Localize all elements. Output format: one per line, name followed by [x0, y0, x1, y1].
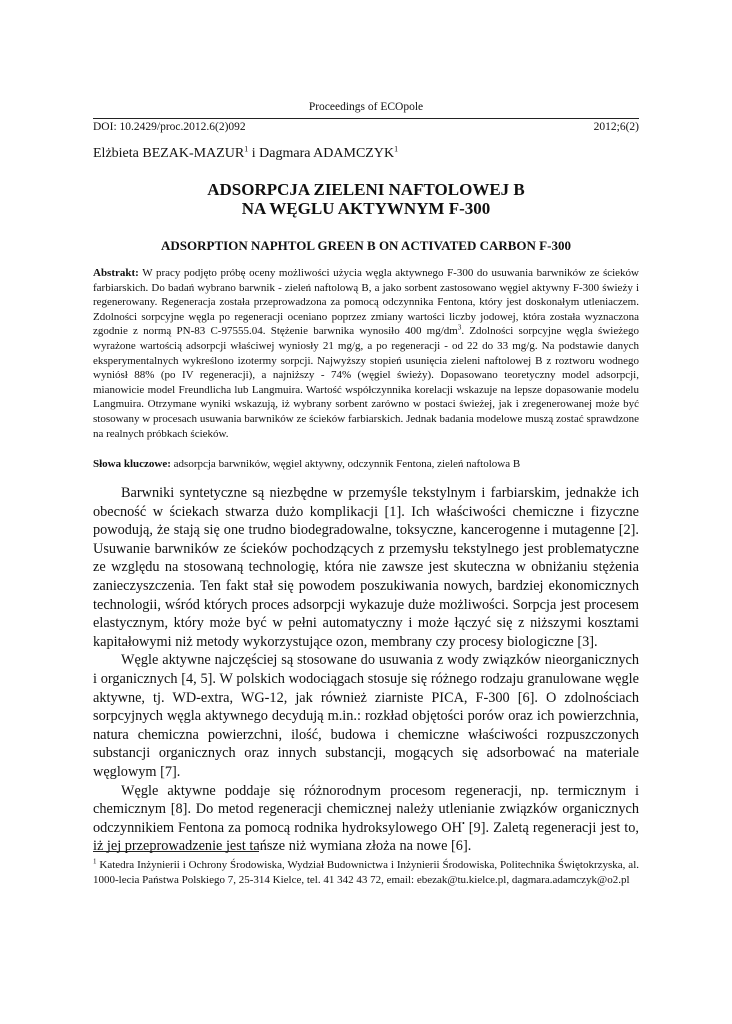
doi-line: [93, 118, 639, 133]
author-2: i Dagmara ADAMCZYK: [248, 146, 395, 161]
paragraph-2: Węgle aktywne najczęściej są stosowane do usuwania z wody związków nieorganicznych i organicznych [4, 5]. W polskich wodociągach stosuje się różnego rodzaju granulowane węgle aktywne, tj. WD-extra, WG-12, jak również ziarniste PICA, F-300 [6]. O zdolnościach sorpcyjnych węgla aktywnego decydują m.in.: rozkład objętości porów oraz ich powierzchnia, natura chemiczna powierzchni, ilość, budowa i chemiczne właściwości rozpuszczonych substancji organicznych oraz innych substancji, mogących się adsorbować na materiale węglowym [7].: [93, 652, 639, 780]
abstract-label: Abstrakt:: [93, 267, 139, 279]
abstract: [93, 266, 639, 441]
author-1: Elżbieta BEZAK-MAZUR: [93, 146, 245, 161]
doi: DOI: 10.2429/proc.2012.6(2)092: [93, 121, 246, 133]
volume-issue: 2012;6(2): [593, 121, 639, 133]
author-1-affiliation-mark: 1: [244, 144, 249, 154]
paragraph-1: Barwniki syntetyczne są niezbędne w przemyśle tekstylnym i farbiarskim, jednakże ich obecność w ściekach stwarza dużo komplikacji [1]. Ich właściwości chemiczne i fizyczne powodują, że stają się one trudno biodegradowalne, toksyczne, kancerogenne i mutagenne [2]. Usuwanie barwników ze ścieków pochodzących z przemysłu tekstylnego jest problematyczne ze względu na stosowaną technologię, która nie zawsze jest skuteczna w obniżaniu stężenia zanieczyszczenia. Ten fakt stał się powodem poszukiwania nowych, bardziej ekonomicznych technologii, wśród których proces adsorpcji wykazuje duże możliwości. Sorpcja jest procesem elastycznym, który może być w pełni automatyczny i może łączyć się z niższymi kosztami kapitałowymi niż metody wykorzystujące ozon, membrany czy procesy biologiczne [3].: [93, 485, 639, 650]
footnote-mark: 1: [93, 857, 97, 866]
title-english: ADSORPTION NAPHTOL GREEN B ON ACTIVATED CARBON F-300: [161, 238, 571, 253]
paragraph-3-text-2: [9]. Zaletą regeneracji jest to, iż jej przeprowadzenie jest tańsze niż wymiana złoża na nowe [6].: [93, 819, 639, 855]
abstract-text-2: . Zdolności sorpcyjne węgla świeżego wyrażone wartością adsorpcji właściwej wyniosły 21 mg/g, a po regeneracji - od 22 do 33 mg/g. Na podstawie danych eksperymentalnych wykreślono izotermy sorpcji. Najwyższy stopień usunięcia zieleni naftolowej B z roztworu wodnego wyniósł 88% (po IV regeneracji), a najniższy - 74% (węgiel świeży). Dopasowano teoretyczny model adsorpcji, mianowicie model Freundlicha lub Langmuira. Wartość współczynnika korelacji wskazuje na lepsze dopasowanie modelu Langmuira. Otrzymane wyniki wskazują, iż wybrany sorbent zarówno w postaci świeżej, jak i zregenerowanej może być stosowany w procesach usuwania barwników ze ścieków farbiarskich. Jednak badania modelowe muszą zostać sprawdzone na realnych próbkach ścieków.: [93, 325, 639, 440]
author-2-affiliation-mark: 1: [394, 144, 399, 154]
keywords-text: adsorpcja barwników, węgiel aktywny, odczynnik Fentona, zieleń naftolowa B: [170, 458, 521, 470]
title-polish-line-1: ADSORPCJA ZIELENI NAFTOLOWEJ B: [207, 180, 525, 199]
footnote-rule: [93, 851, 259, 852]
keywords-label: Słowa kluczowe:: [93, 458, 171, 470]
paragraph-3: [93, 782, 639, 856]
authors: [93, 146, 398, 162]
body-text: [93, 484, 639, 856]
keywords: [93, 458, 639, 470]
radical-dot: •: [461, 818, 465, 828]
title-polish: [93, 180, 639, 218]
footnote-text: Katedra Inżynierii i Ochrony Środowiska, Wydział Budownictwa i Inżynierii Środowiska, Politechnika Świętokrzyska, al. 1000-lecia Państwa Polskiego 7, 25-314 Kielce, tel. 41 342 43 72, email: ebezak@tu.kielce.pl, dagmara.adamczyk@o2.pl: [93, 859, 639, 886]
abstract-text-1: W pracy podjęto próbę oceny możliwości użycia węgla aktywnego F-300 do usuwania barwników ze ścieków farbiarskich. Do badań wybrano barwnik - zieleń naftolową B, a jako sorbent zastosowano węgiel aktywny F-300 świeży i regenerowany. Regeneracja została przeprowadzona za pomocą odczynnika Fentona, który jest doskonałym utleniaczem. Zdolności sorpcyjne węgla po regeneracji oceniano poprzez zmiany wartości liczby jodowej, która została wyznaczona zgodnie z normą PN-83 C-97555.04. Stężenie barwnika wynosiło 400 mg/dm: [93, 267, 639, 338]
footnote: [93, 858, 639, 887]
title-polish-line-2: NA WĘGLU AKTYWNYM F-300: [241, 199, 491, 218]
abstract-superscript: 3: [457, 323, 462, 332]
paragraph-3-text-1: Węgle aktywne poddaje się różnorodnym procesom regeneracji, np. termicznym i chemicznym [8]. Do metod regeneracji chemicznej należy utlenianie związków organicznych odczynnikiem Fentona za pomocą rodnika hydroksylowego OH: [93, 782, 639, 836]
running-head: Proceedings of ECOpole: [308, 101, 424, 113]
